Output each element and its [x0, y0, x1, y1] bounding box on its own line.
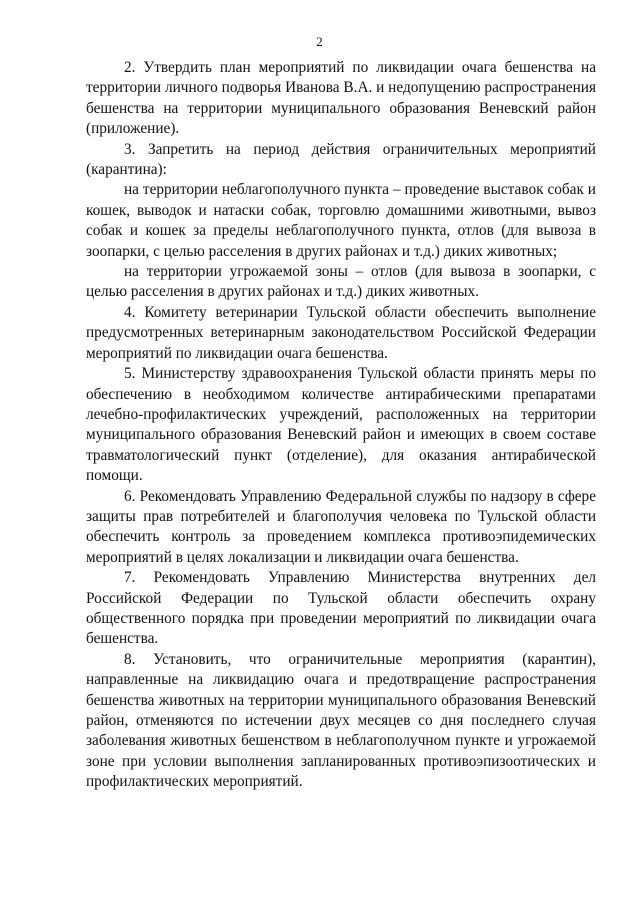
paragraph-2: 2. Утвердить план мероприятий по ликвидации очага бешенства на территории личного подворья Иванова В.А. и недопущению распространения бешенства на территории муниципального образования Веневский район (приложение).	[86, 59, 596, 138]
paragraph-7: 7. Рекомендовать Управлению Министерства внутренних дел Российской Федерации по Тульской области обеспечить охрану общественного порядка при проведении мероприятий по ликвидации очага бешенства.	[86, 569, 596, 648]
page-number: 2	[316, 34, 323, 49]
paragraph-8: 8. Установить, что ограничительные мероприятия (карантин), направленные на ликвидацию очага и предотвращение распространения бешенства животных на территории муниципального образования Веневский район, отменяются по истечении двух месяцев со дня последнего случая заболевания животных бешенством в неблагополучном пункте и угрожаемой зоне при условии выполнения запланированных противоэпизоотических и профилактических мероприятий.	[86, 650, 596, 791]
paragraph-3: 3. Запретить на период действия ограничительных мероприятий (карантина):	[86, 140, 596, 179]
paragraph-3-item-unfavorable-point: на территории неблагополучного пункта – проведение выставок собак и кошек, выводок и натаски собак, торговлю домашними животными, вывоз собак и кошек за пределы неблагополучного пункта, отлов (для вывоза в зоопарки, с целью расселения в других районах и т.д.) диких животных;	[86, 181, 596, 260]
document-body	[86, 58, 596, 793]
paragraph-3-item-threatened-zone: на территории угрожаемой зоны – отлов (для вывоза в зоопарки, с целью расселения в других районах и т.д.) диких животных.	[86, 263, 596, 301]
paragraph-4: 4. Комитету ветеринарии Тульской области обеспечить выполнение предусмотренных ветеринарным законодательством Российской Федерации мероприятий по ликвидации очага бешенства.	[86, 303, 596, 362]
paragraph-5: 5. Министерству здравоохранения Тульской области принять меры по обеспечению в необходимом количестве антирабическими препаратами лечебно-профилактических учреждений, расположенных на территории муниципального образования Веневский район и имеющих в своем составе травматологический пункт (отделение), для оказания антирабической помощи.	[86, 365, 596, 485]
paragraph-6: 6. Рекомендовать Управлению Федеральной службы по надзору в сфере защиты прав потребителей и благополучия человека по Тульской области обеспечить контроль за проведением комплекса противоэпидемических мероприятий в целях локализации и ликвидации очага бешенства.	[86, 487, 596, 566]
